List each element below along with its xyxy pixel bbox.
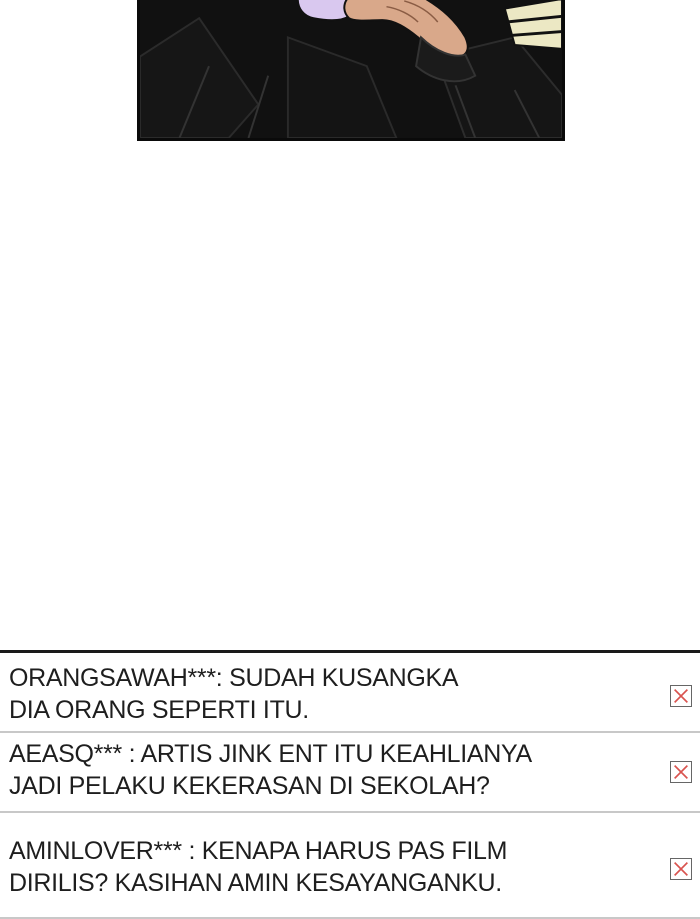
comment-item [0, 733, 700, 813]
comments-section [0, 650, 700, 919]
comment-line: DIA ORANG SEPERTI ITU. [9, 696, 309, 724]
comment-line: ORANGSAWAH***: SUDAH KUSANGKA [9, 664, 459, 692]
comment-text [9, 662, 458, 726]
close-icon [671, 859, 691, 879]
comment-line: DIRILIS? KASIHAN AMIN KESAYANGANKU. [9, 869, 502, 897]
comment-item [0, 653, 700, 733]
close-icon [671, 762, 691, 782]
comment-item [0, 813, 700, 919]
comic-panel-illustration [137, 0, 565, 141]
close-comment-button[interactable] [670, 858, 692, 880]
comment-line: JADI PELAKU KEKERASAN DI SEKOLAH? [9, 772, 490, 800]
close-comment-button[interactable] [670, 761, 692, 783]
close-comment-button[interactable] [670, 685, 692, 707]
comment-line: AEASQ*** : ARTIS JINK ENT ITU KEAHLIANYA [9, 740, 532, 768]
close-icon [671, 686, 691, 706]
comment-text [9, 738, 532, 802]
comment-text [9, 835, 507, 899]
comic-panel-art [140, 0, 562, 138]
comment-line: AMINLOVER*** : KENAPA HARUS PAS FILM [9, 837, 508, 865]
